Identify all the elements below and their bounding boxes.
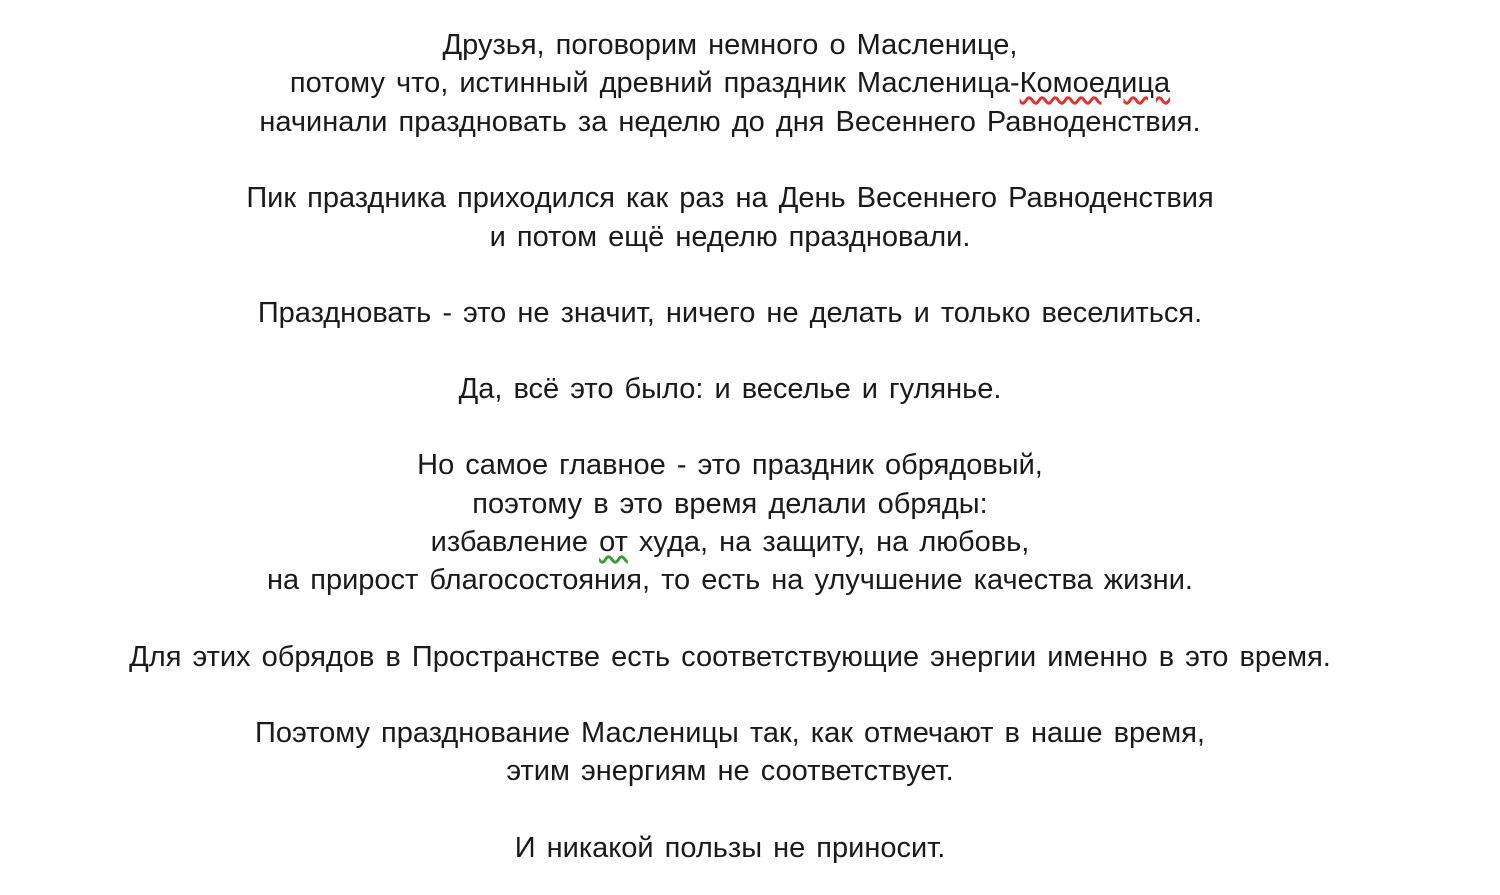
text-line: Праздновать - это не значит, ничего не делать и только веселиться. bbox=[257, 297, 1203, 329]
text-line: Да, всё это было: и веселье и гулянье. bbox=[458, 373, 1002, 405]
text-line: Друзья, поговорим немного о Масленице, bbox=[442, 29, 1018, 61]
grammar-marked-word: от bbox=[599, 526, 628, 558]
text-segment: потому что, истинный древний праздник Масленица- bbox=[289, 67, 1020, 99]
text-line: Но самое главное - это праздник обрядовый, bbox=[417, 449, 1043, 481]
text-line: поэтому в это время делали обряды: bbox=[472, 488, 988, 520]
text-line: этим энергиям не соответствует. bbox=[506, 755, 954, 787]
text-line: Пик праздника приходился как раз на День Весеннего Равноденствия bbox=[246, 182, 1214, 214]
text-line: и потом ещё неделю праздновали. bbox=[489, 221, 971, 253]
text-segment: худа, на защиту, на любовь, bbox=[627, 526, 1030, 558]
text-line bbox=[0, 64, 1460, 102]
spellcheck-marked-word: Комоедица bbox=[1019, 67, 1171, 99]
text-line: Для этих обрядов в Пространстве есть соответствующие энергии именно в это время. bbox=[129, 641, 1331, 673]
text-line: начинали праздновать за неделю до дня Весеннего Равноденствия. bbox=[259, 106, 1201, 138]
text-line: на прирост благосостояния, то есть на улучшение качества жизни. bbox=[267, 564, 1193, 596]
text-segment: избавление bbox=[430, 526, 600, 558]
text-line bbox=[0, 523, 1460, 561]
text-line: И никакой пользы не приносит. bbox=[514, 832, 946, 864]
text-line: Поэтому празднование Масленицы так, как отмечают в наше время, bbox=[255, 717, 1205, 749]
